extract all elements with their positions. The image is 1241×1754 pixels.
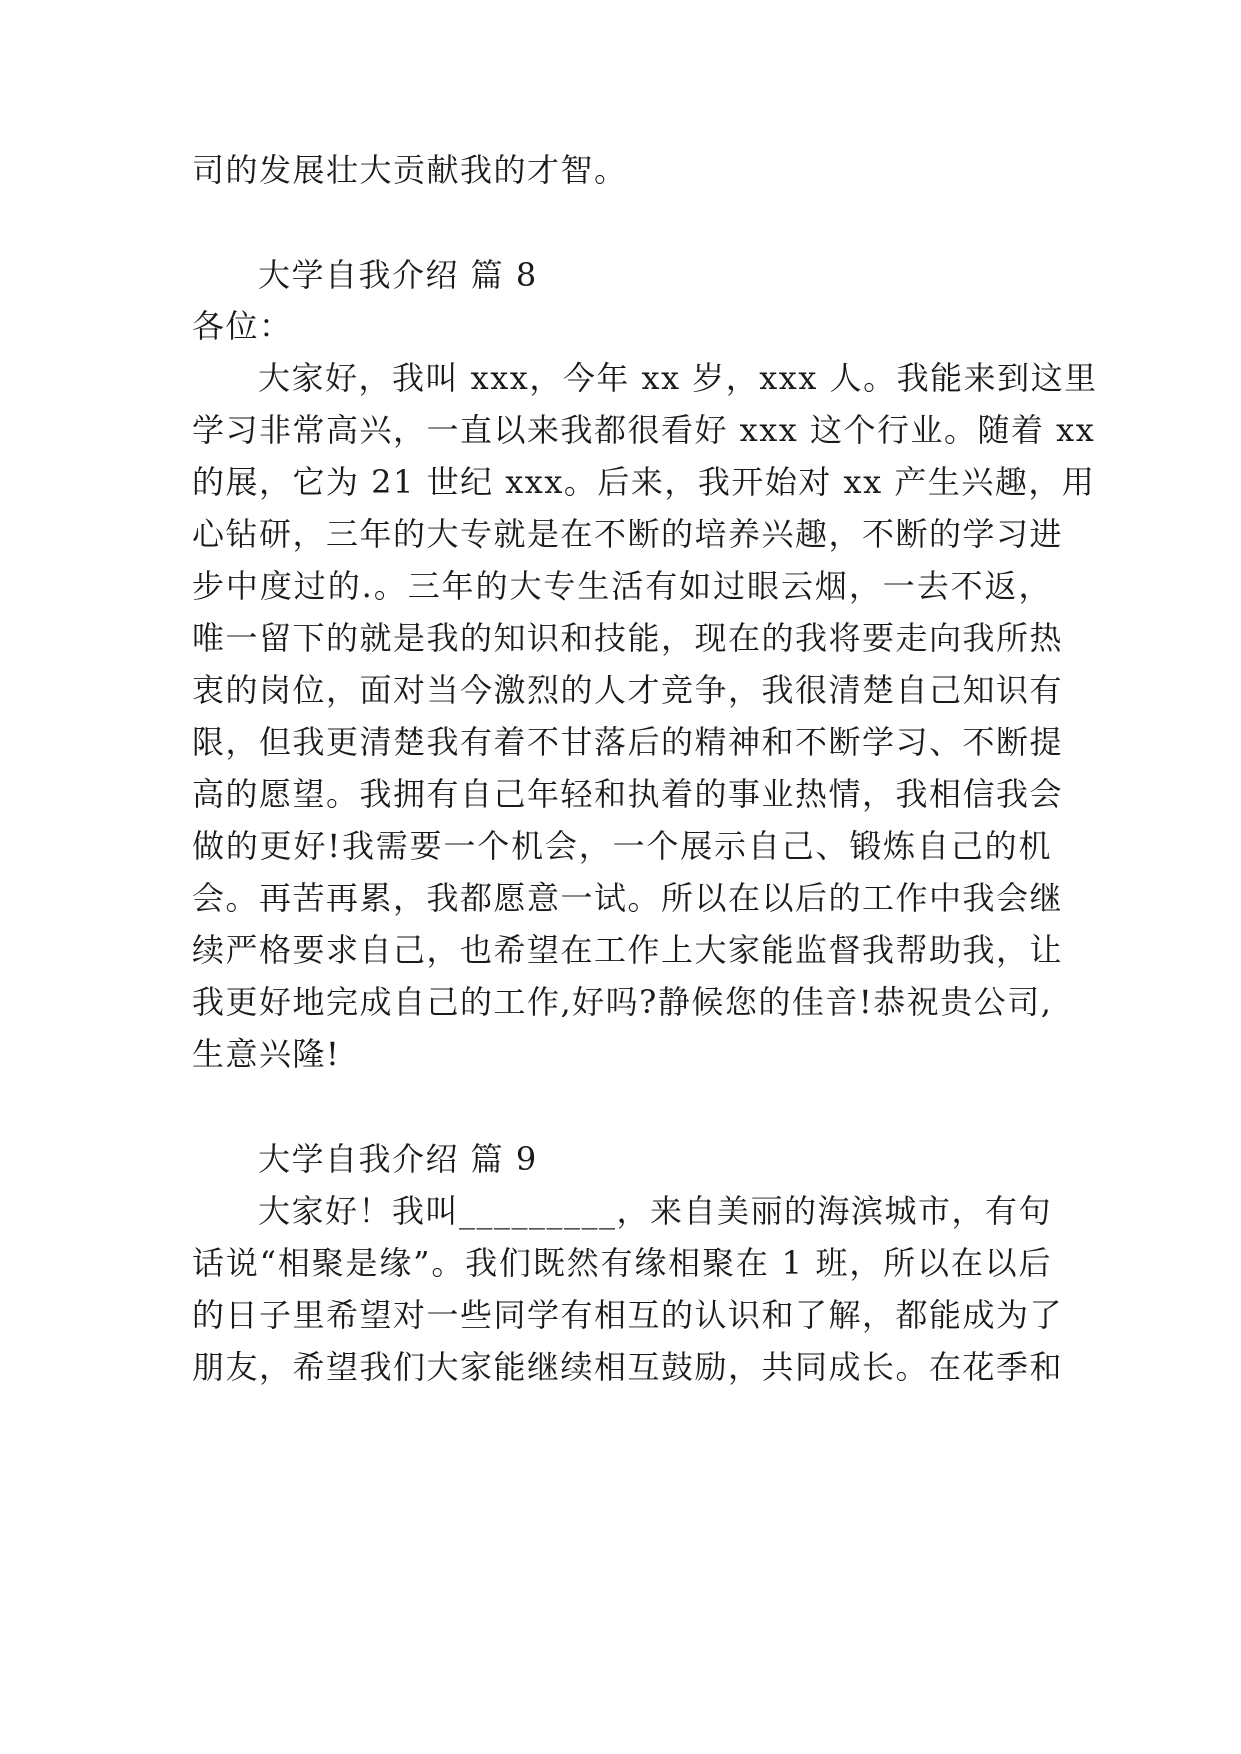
section-8-paragraph-line: 会。再苦再累，我都愿意一试。所以在以后的工作中我会继 — [192, 879, 1064, 917]
section-8-paragraph-line: 我更好地完成自己的工作,好吗?静候您的佳音!恭祝贵公司, — [192, 983, 1053, 1021]
section-8-title: 大学自我介绍 篇 8 — [258, 256, 538, 294]
previous-section-tail: 司的发展壮大贡献我的才智。 — [192, 151, 628, 189]
section-8-paragraph-line: 唯一留下的就是我的知识和技能，现在的我将要走向我所热 — [192, 619, 1064, 657]
section-9-paragraph-line: 朋友，希望我们大家能继续相互鼓励，共同成长。在花季和 — [192, 1348, 1064, 1386]
section-8-paragraph-line: 生意兴隆! — [192, 1035, 341, 1073]
section-8-paragraph-line: 限，但我更清楚我有着不甘落后的精神和不断学习、不断提 — [192, 723, 1064, 761]
section-9-paragraph-line: 的日子里希望对一些同学有相互的认识和了解，都能成为了 — [192, 1296, 1064, 1334]
section-8-paragraph-line: 衷的岗位，面对当今激烈的人才竞争，我很清楚自己知识有 — [192, 671, 1064, 709]
section-8-paragraph-line: 做的更好!我需要一个机会，一个展示自己、锻炼自己的机 — [192, 827, 1052, 865]
section-8-paragraph-line: 心钻研，三年的大专就是在不断的培养兴趣，不断的学习进 — [192, 515, 1064, 553]
section-9-title: 大学自我介绍 篇 9 — [258, 1140, 538, 1178]
section-8-paragraph-line: 学习非常高兴，一直以来我都很看好 xxx 这个行业。随着 xx — [192, 411, 1096, 449]
section-8-paragraph-line: 的展，它为 21 世纪 xxx。后来，我开始对 xx 产生兴趣，用 — [192, 463, 1096, 501]
section-8-paragraph-line: 续严格要求自己，也希望在工作上大家能监督我帮助我，让 — [192, 931, 1064, 969]
section-8-paragraph-line: 高的愿望。我拥有自己年轻和执着的事业热情，我相信我会 — [192, 775, 1064, 813]
section-8-paragraph-line: 步中度过的.。三年的大专生活有如过眼云烟，一去不返， — [192, 567, 1052, 605]
section-9-paragraph-line: 话说“相聚是缘”。我们既然有缘相聚在 1 班，所以在以后 — [192, 1244, 1052, 1282]
section-8-salutation: 各位： — [192, 307, 293, 345]
section-8-paragraph-line: 大家好，我叫 xxx，今年 xx 岁，xxx 人。我能来到这里 — [258, 359, 1098, 397]
section-9-paragraph-line: 大家好！我叫_________，来自美丽的海滨城市，有句 — [258, 1192, 1053, 1230]
